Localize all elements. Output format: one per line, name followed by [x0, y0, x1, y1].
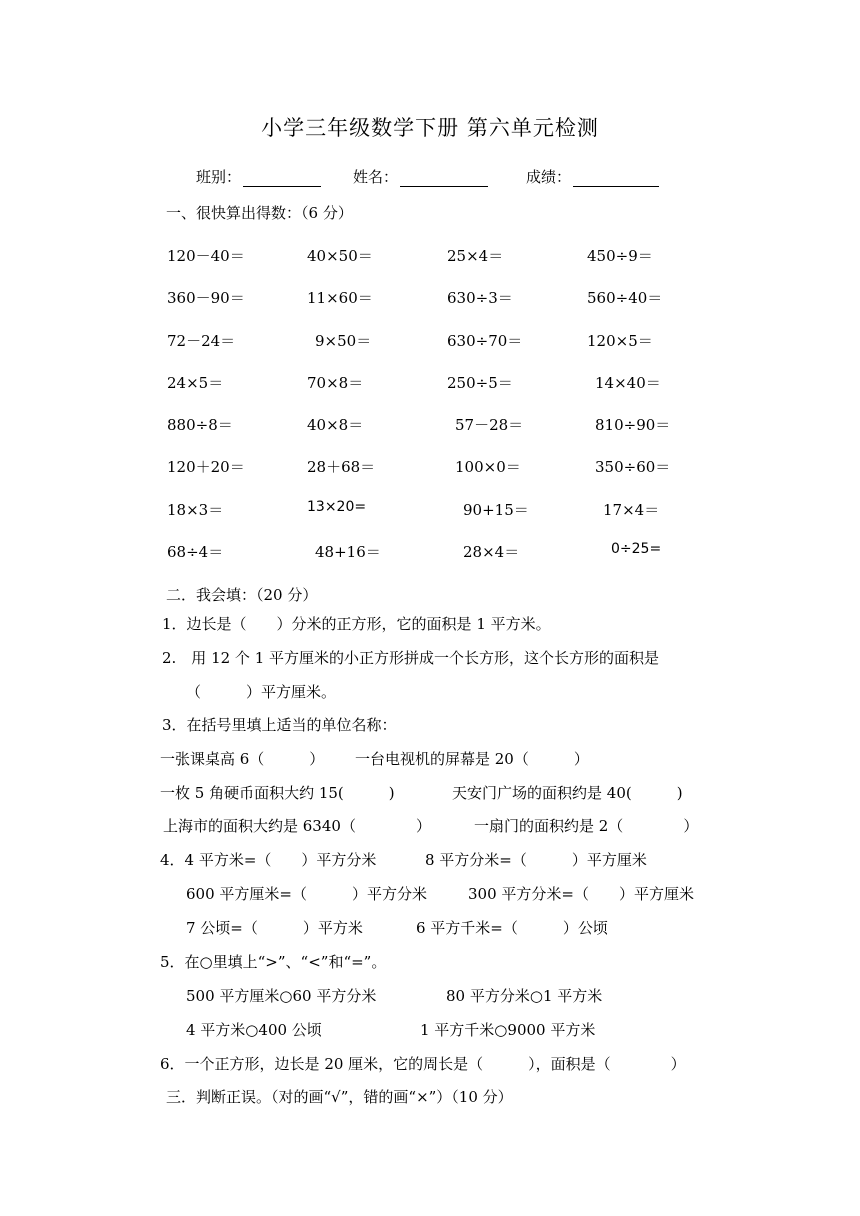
question-1: 1．边长是（ ）分米的正方形，它的面积是 1 平方米。: [162, 615, 551, 633]
calc-row: [0, 330, 860, 352]
question-3b: 一台电视机的屏幕是 20（ ）: [355, 750, 589, 768]
question-3c: 一枚 5 角硬币面积大约 15( ): [160, 784, 395, 802]
calc-row: [0, 414, 860, 436]
calc-item: 810÷90＝: [595, 416, 671, 434]
score-label: 成绩：: [526, 168, 572, 186]
name-label: 姓名：: [353, 168, 399, 186]
calc-row: [0, 499, 860, 521]
question-2: 2. 用 12 个 1 平方厘米的小正方形拼成一个长方形，这个长方形的面积是: [162, 649, 660, 667]
question-5a: 500 平方厘米○60 平方分米: [186, 987, 377, 1005]
calc-item: 360－90＝: [167, 289, 245, 307]
calc-item: 120＋20＝: [167, 458, 245, 476]
question-3d: 天安门广场的面积约是 40( ): [452, 784, 683, 802]
calc-item: 880÷8＝: [167, 416, 233, 434]
calc-item: 24×5＝: [167, 374, 224, 392]
question-5b: 80 平方分米○1 平方米: [446, 987, 603, 1005]
question-4e: 7 公顷=（ ）平方米: [186, 919, 363, 937]
name-field: [353, 166, 488, 187]
calc-item: 560÷40＝: [587, 289, 663, 307]
section2-heading: 二．我会填：（20 分）: [166, 586, 318, 604]
calc-item: 14×40＝: [595, 374, 661, 392]
student-info-row: [0, 166, 860, 190]
class-field: [196, 166, 321, 187]
calc-item: 18×3＝: [167, 501, 224, 519]
page-title: 小学三年级数学下册 第六单元检测: [261, 116, 599, 140]
calc-item: 72－24＝: [167, 332, 236, 350]
question-6: 6．一个正方形，边长是 20 厘米，它的周长是（ ），面积是（ ）: [160, 1055, 686, 1073]
calc-item: 13×20=: [307, 499, 367, 515]
calc-item: 40×8＝: [307, 416, 364, 434]
calc-item: 100×0＝: [455, 458, 521, 476]
question-5: 5．在○里填上“>”、“<”和“=”。: [160, 953, 387, 971]
question-3e: 上海市的面积大约是 6340（ ）: [163, 817, 431, 835]
calc-item: 28＋68＝: [307, 458, 376, 476]
class-label: 班别：: [196, 168, 242, 186]
calc-item: 25×4＝: [447, 247, 504, 265]
class-blank[interactable]: [243, 170, 321, 187]
score-field: [526, 166, 659, 187]
calc-item: 630÷70＝: [447, 332, 523, 350]
question-4a: 4．4 平方米=（ ）平方分米: [160, 851, 377, 869]
calc-row: [0, 245, 860, 267]
calc-item: 11×60＝: [307, 289, 373, 307]
question-5d: 1 平方千米○9000 平方米: [420, 1021, 596, 1039]
calc-item: 40×50＝: [307, 247, 373, 265]
calc-item: 48+16＝: [315, 543, 381, 561]
calc-item: 17×4＝: [603, 501, 660, 519]
question-4b: 8 平方分米=（ ）平方厘米: [425, 851, 647, 869]
question-4d: 300 平方分米=（ ）平方厘米: [468, 885, 694, 903]
calc-item: 250÷5＝: [447, 374, 513, 392]
question-2-continued: （ ）平方厘米。: [186, 683, 337, 701]
question-3f: 一扇门的面积约是 2（ ）: [474, 817, 699, 835]
question-4c: 600 平方厘米=（ ）平方分米: [186, 885, 427, 903]
calc-item: 120×5＝: [587, 332, 653, 350]
question-4f: 6 平方千米=（ ）公顷: [416, 919, 608, 937]
question-3a: 一张课桌高 6（ ）: [160, 750, 325, 768]
calc-item: 450÷9＝: [587, 247, 653, 265]
question-3: 3．在括号里填上适当的单位名称：: [162, 716, 397, 734]
section3-heading: 三．判断正误。（对的画“√”，错的画“×”）（10 分）: [166, 1088, 513, 1106]
calc-row: [0, 541, 860, 563]
calc-item: 630÷3＝: [447, 289, 513, 307]
question-5c: 4 平方米○400 公顷: [186, 1021, 322, 1039]
calc-item: 9×50＝: [315, 332, 372, 350]
name-blank[interactable]: [400, 170, 488, 187]
calc-item: 68÷4＝: [167, 543, 224, 561]
calc-item: 0÷25=: [611, 541, 662, 557]
calc-item: 350÷60＝: [595, 458, 671, 476]
calc-item: 90+15＝: [463, 501, 529, 519]
calc-item: 70×8＝: [307, 374, 364, 392]
calc-item: 120－40＝: [167, 247, 245, 265]
score-blank[interactable]: [573, 170, 659, 187]
calc-item: 28×4＝: [463, 543, 520, 561]
calc-row: [0, 287, 860, 309]
calc-item: 57－28＝: [455, 416, 524, 434]
calc-row: [0, 372, 860, 394]
section1-heading: 一、很快算出得数：（6 分）: [166, 204, 353, 222]
calc-row: [0, 456, 860, 478]
